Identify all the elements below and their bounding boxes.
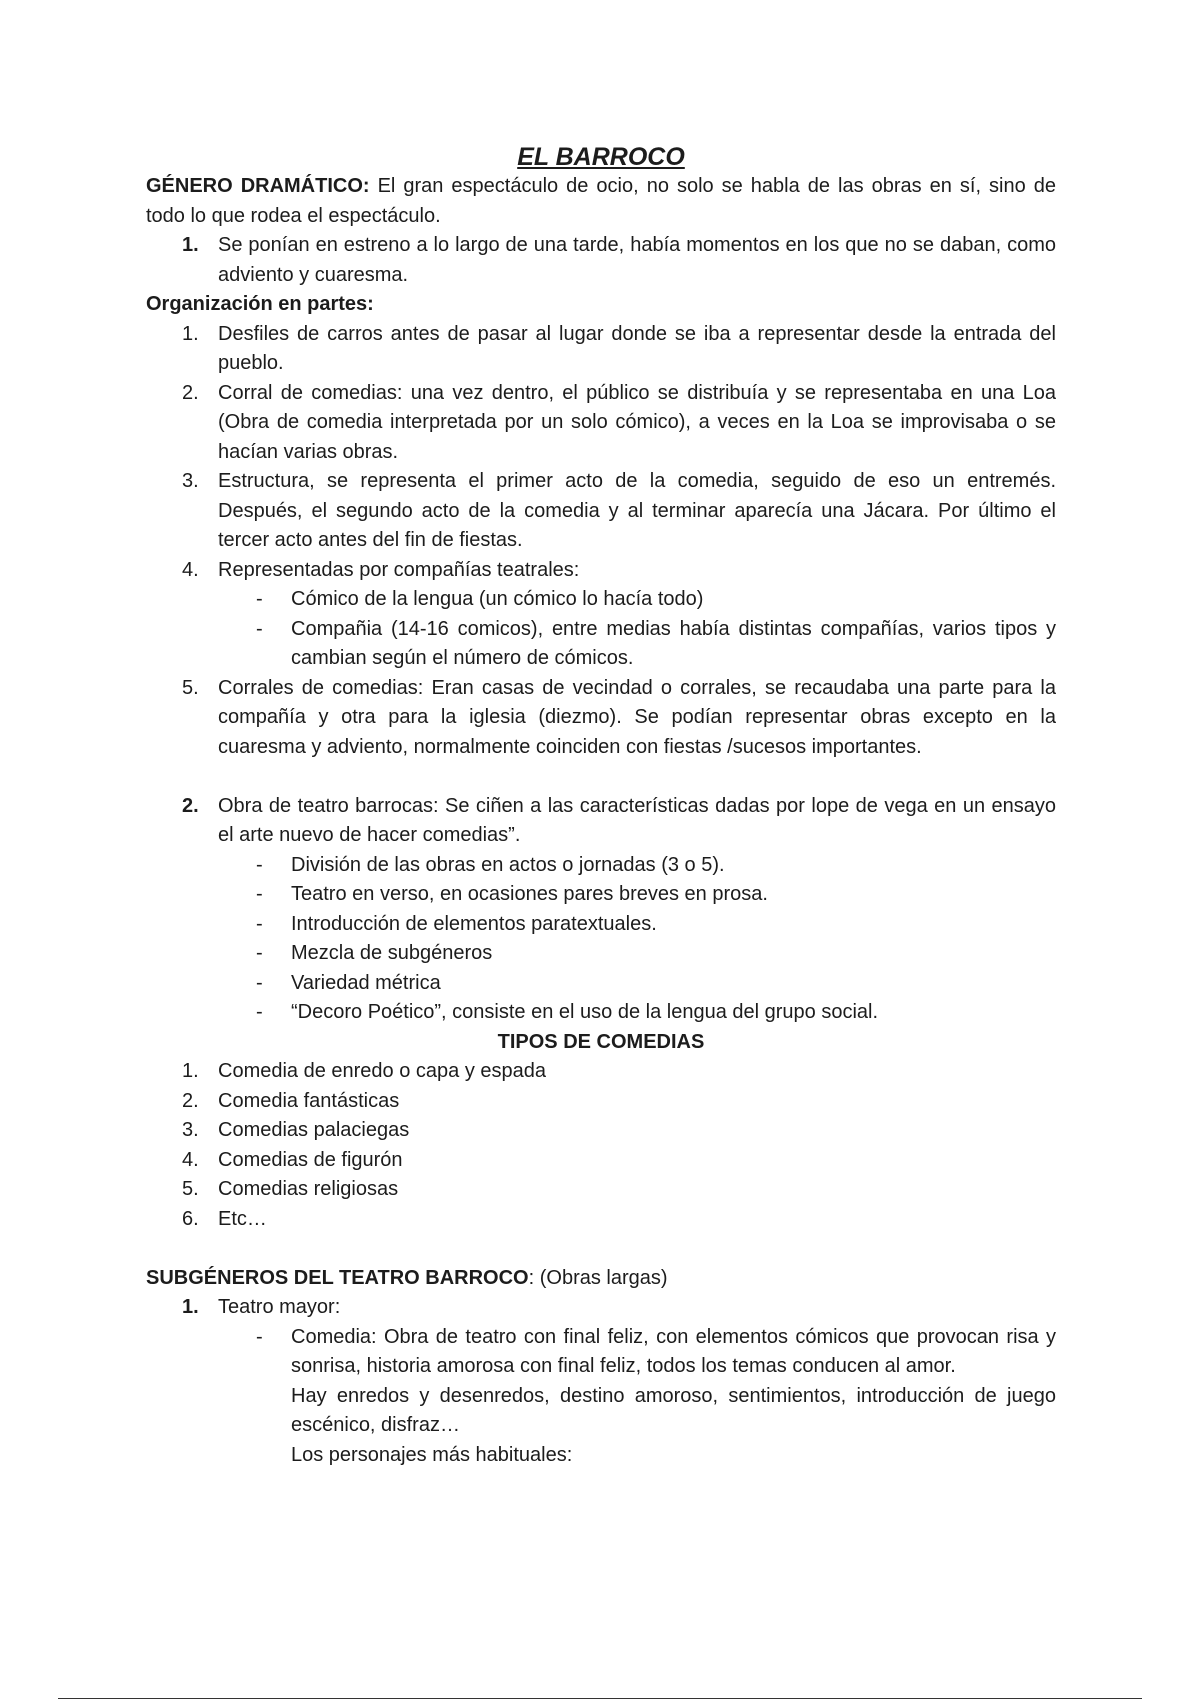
bullet-item (146, 585, 1056, 615)
list-number: 5. (182, 1178, 199, 1200)
list-number: 1. (182, 322, 199, 345)
bullet-item (146, 998, 1056, 1028)
bullet-text: Mezcla de subgéneros (291, 942, 493, 964)
list-item (146, 674, 1056, 763)
bullet-text: Teatro en verso, en ocasiones pares breves en prosa. (291, 883, 768, 905)
list-text: Comedias de figurón (218, 1148, 403, 1171)
list-item (146, 1175, 1056, 1205)
list-text: Obra de teatro barrocas: Se ciñen a las características dadas por lope de vega en un ensayo el arte nuevo de hacer comedias”. (218, 794, 1056, 846)
dash-marker: - (256, 1325, 263, 1348)
list-text: Corral de comedias: una vez dentro, el público se distribuía y se representaba en una Loa (Obra de comedia interpretada por un solo cómico), a veces en la Loa se improvisaba o se hacían varias obras. (218, 381, 1056, 463)
genero-text: El gran espectáculo de ocio, no solo se habla de las obras en sí, sino de todo lo que rodea el espectáculo. (146, 175, 1056, 227)
bullet-item (146, 880, 1056, 910)
dash-marker: - (256, 883, 263, 905)
bullet-item (146, 851, 1056, 881)
list-text: Desfiles de carros antes de pasar al lugar donde se iba a representar desde la entrada del pueblo. (218, 322, 1056, 374)
dash-marker: - (256, 1001, 263, 1023)
list-number: 2. (182, 794, 199, 817)
dash-marker: - (256, 617, 263, 640)
list-number: 1. (182, 1060, 199, 1082)
list-text: Representadas por compañías teatrales: (218, 558, 580, 581)
bullet-item (146, 939, 1056, 969)
list-text: Comedia fantásticas (218, 1089, 400, 1112)
list-text: Corrales de comedias: Eran casas de vecindad o corrales, se recaudaba una parte para la compañía y otra para la iglesia (diezmo). Se podían representar obras excepto en la cuaresma y adviento, normalmente coinciden con fiestas /sucesos importantes. (218, 676, 1056, 758)
list-text: Comedias religiosas (218, 1178, 399, 1200)
list-item (146, 1146, 1056, 1176)
list-item (146, 1087, 1056, 1117)
list-text: Teatro mayor: (218, 1296, 341, 1318)
bullet-text: Introducción de elementos paratextuales. (291, 912, 657, 935)
list-number: 5. (182, 676, 199, 699)
footer-rule (58, 1698, 1142, 1699)
list-text: Etc… (218, 1207, 267, 1230)
list-item (146, 1293, 1056, 1323)
list-number: 1. (182, 1296, 199, 1318)
dash-marker: - (256, 942, 263, 964)
list-item (146, 467, 1056, 556)
list-item (146, 556, 1056, 586)
bullet-text: Variedad métrica (291, 971, 441, 994)
list-number: 2. (182, 381, 199, 404)
spacer (146, 762, 1056, 792)
list-item (146, 792, 1056, 851)
dash-marker: - (256, 853, 263, 876)
list-text: Comedia de enredo o capa y espada (218, 1060, 547, 1082)
bullet-text: Cómico de la lengua (un cómico lo hacía todo) (291, 588, 704, 610)
subgeneros-suffix: : (Obras largas) (528, 1266, 668, 1289)
list-number: 4. (182, 1148, 199, 1171)
dash-marker: - (256, 971, 263, 994)
list-item (146, 1205, 1056, 1235)
subgeneros-heading (146, 1264, 1056, 1294)
list-number: 3. (182, 1119, 199, 1141)
dash-marker: - (256, 588, 263, 610)
tipos-heading: TIPOS DE COMEDIAS (497, 1030, 705, 1053)
list-text: Se ponían en estreno a lo largo de una tarde, había momentos en los que no se daban, como adviento y cuaresma. (218, 234, 1056, 286)
document-title: EL BARROCO (517, 143, 685, 171)
bullet-item (146, 615, 1056, 674)
list-item (146, 231, 1056, 290)
bullet-item (146, 910, 1056, 940)
list-text: Comedias palaciegas (218, 1119, 410, 1141)
subgeneros-label: SUBGÉNEROS DEL TEATRO BARROCO (146, 1266, 529, 1289)
list-item (146, 320, 1056, 379)
bullet-text: “Decoro Poético”, consiste en el uso de la lengua del grupo social. (291, 1001, 879, 1023)
list-number: 1. (182, 234, 199, 256)
document-page (146, 140, 1056, 1470)
dash-marker: - (256, 912, 263, 935)
continuation-text: Hay enredos y desenredos, destino amoroso, sentimientos, introducción de juego escénico, disfraz… (291, 1384, 1056, 1436)
bullet-text: Compañia (14-16 comicos), entre medias había distintas compañías, varios tipos y cambian según el número de cómicos. (291, 617, 1056, 669)
list-text: Estructura, se representa el primer acto de la comedia, seguido de eso un entremés. Después, el segundo acto de la comedia y al terminar aparecía una Jácara. Por último el tercer acto antes del fin de fiestas. (218, 470, 1056, 551)
continuation-text: Los personajes más habituales: (291, 1443, 573, 1466)
list-number: 3. (182, 470, 199, 492)
spacer (146, 1234, 1056, 1264)
organizacion-heading: Organización en partes: (146, 293, 374, 315)
bullet-item (146, 969, 1056, 999)
list-item (146, 1057, 1056, 1087)
genero-label: GÉNERO DRAMÁTICO: (146, 175, 370, 197)
list-item (146, 379, 1056, 468)
bullet-text: Comedia: Obra de teatro con final feliz, con elementos cómicos que provocan risa y sonrisa, historia amorosa con final feliz, todos los temas conducen al amor. (291, 1325, 1056, 1377)
bullet-item (146, 1323, 1056, 1382)
list-item (146, 1116, 1056, 1146)
list-number: 2. (182, 1089, 199, 1112)
list-number: 4. (182, 558, 199, 581)
genero-paragraph (146, 172, 1056, 231)
bullet-text: División de las obras en actos o jornadas (3 o 5). (291, 853, 725, 876)
list-number: 6. (182, 1207, 199, 1230)
